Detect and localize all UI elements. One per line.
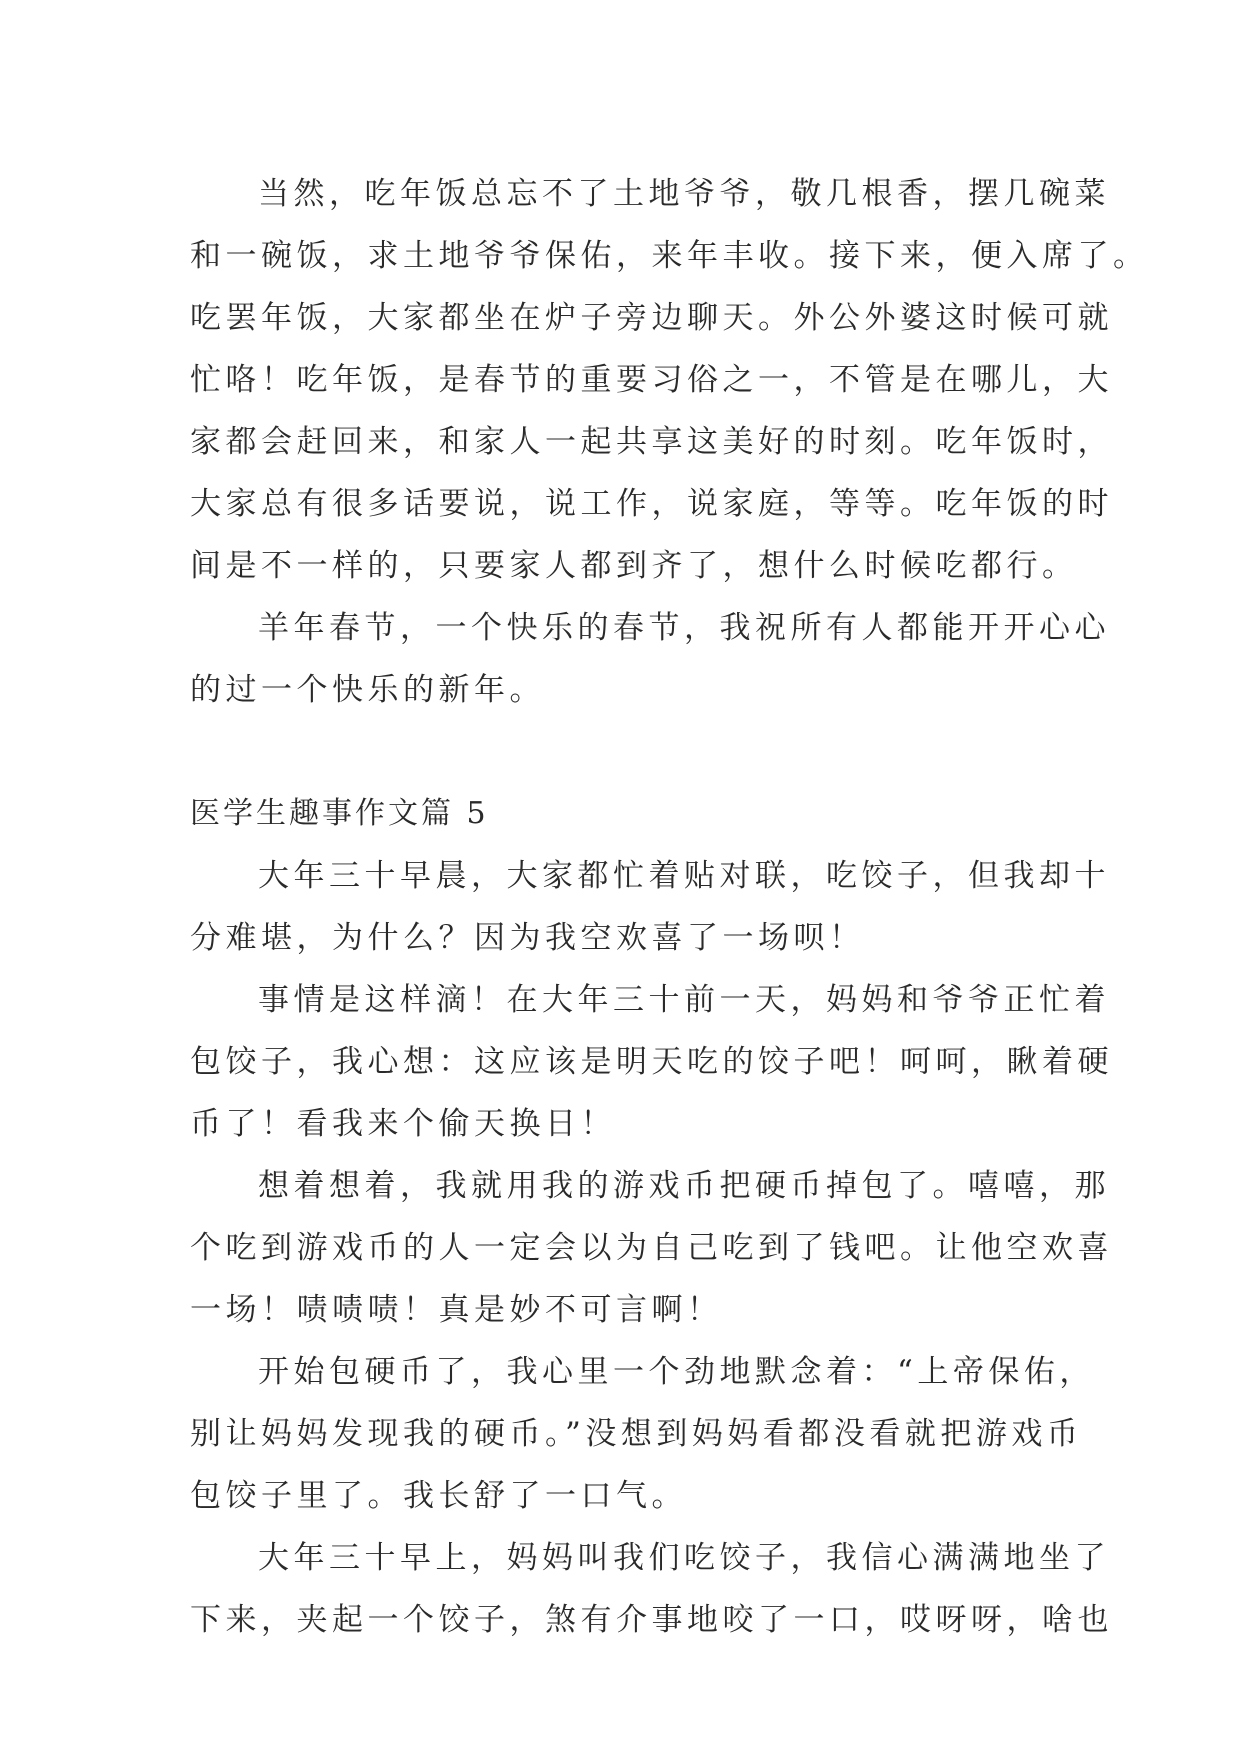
text-line: 吃罢年饭，大家都坐在炉子旁边聊天。外公外婆这时候可就 [190,300,1113,336]
text-line: 开始包硬币了，我心里一个劲地默念着：“上帝保佑， [258,1354,1095,1390]
text-line: 分难堪，为什么？因为我空欢喜了一场呗！ [190,920,865,956]
text-line: 包饺子，我心想：这应该是明天吃的饺子吧！呵呵，瞅着硬 [190,1044,1113,1080]
text-line: 羊年春节，一个快乐的春节，我祝所有人都能开开心心 [258,610,1110,646]
text-line: 包饺子里了。我长舒了一口气。 [190,1478,687,1514]
text-line: 和一碗饭，求土地爷爷保佑，来年丰收。接下来，便入席了。 [190,238,1149,274]
text-line: 大年三十早上，妈妈叫我们吃饺子，我信心满满地坐了 [258,1540,1110,1576]
text-line: 币了！看我来个偷天换日！ [190,1106,616,1142]
section-heading: 医学生趣事作文篇 5 [190,796,489,831]
paragraph [190,163,1149,597]
paragraph [190,969,1113,1155]
text-line: 别让妈妈发现我的硬币。”没想到妈妈看都没看就把游戏币 [190,1416,1083,1452]
section-gap [190,721,1051,783]
text-line: 间是不一样的，只要家人都到齐了，想什么时候吃都行。 [190,548,1078,584]
text-line: 个吃到游戏币的人一定会以为自己吃到了钱吧。让他空欢喜 [190,1230,1113,1266]
text-line: 大家总有很多话要说，说工作，说家庭，等等。吃年饭的时 [190,486,1113,522]
text-line: 的过一个快乐的新年。 [190,672,545,708]
text-line: 想着想着，我就用我的游戏币把硬币掉包了。嘻嘻，那 [258,1168,1110,1204]
paragraph [190,845,1110,969]
paragraph [190,1527,1113,1651]
text-line: 大年三十早晨，大家都忙着贴对联，吃饺子，但我却十 [258,858,1110,894]
text-line: 忙咯！吃年饭，是春节的重要习俗之一，不管是在哪儿，大 [190,362,1113,398]
text-line: 事情是这样滴！在大年三十前一天，妈妈和爷爷正忙着 [258,982,1110,1018]
paragraph [190,1155,1113,1341]
document-page [190,163,1149,1651]
paragraph [190,1341,1095,1527]
paragraph [190,597,1110,721]
text-line: 家都会赶回来，和家人一起共享这美好的时刻。吃年饭时， [190,424,1113,460]
text-line: 一场！啧啧啧！真是妙不可言啊！ [190,1292,723,1328]
text-line: 当然，吃年饭总忘不了土地爷爷，敬几根香，摆几碗菜 [258,176,1110,212]
text-line: 下来，夹起一个饺子，煞有介事地咬了一口，哎呀呀，啥也 [190,1602,1113,1638]
